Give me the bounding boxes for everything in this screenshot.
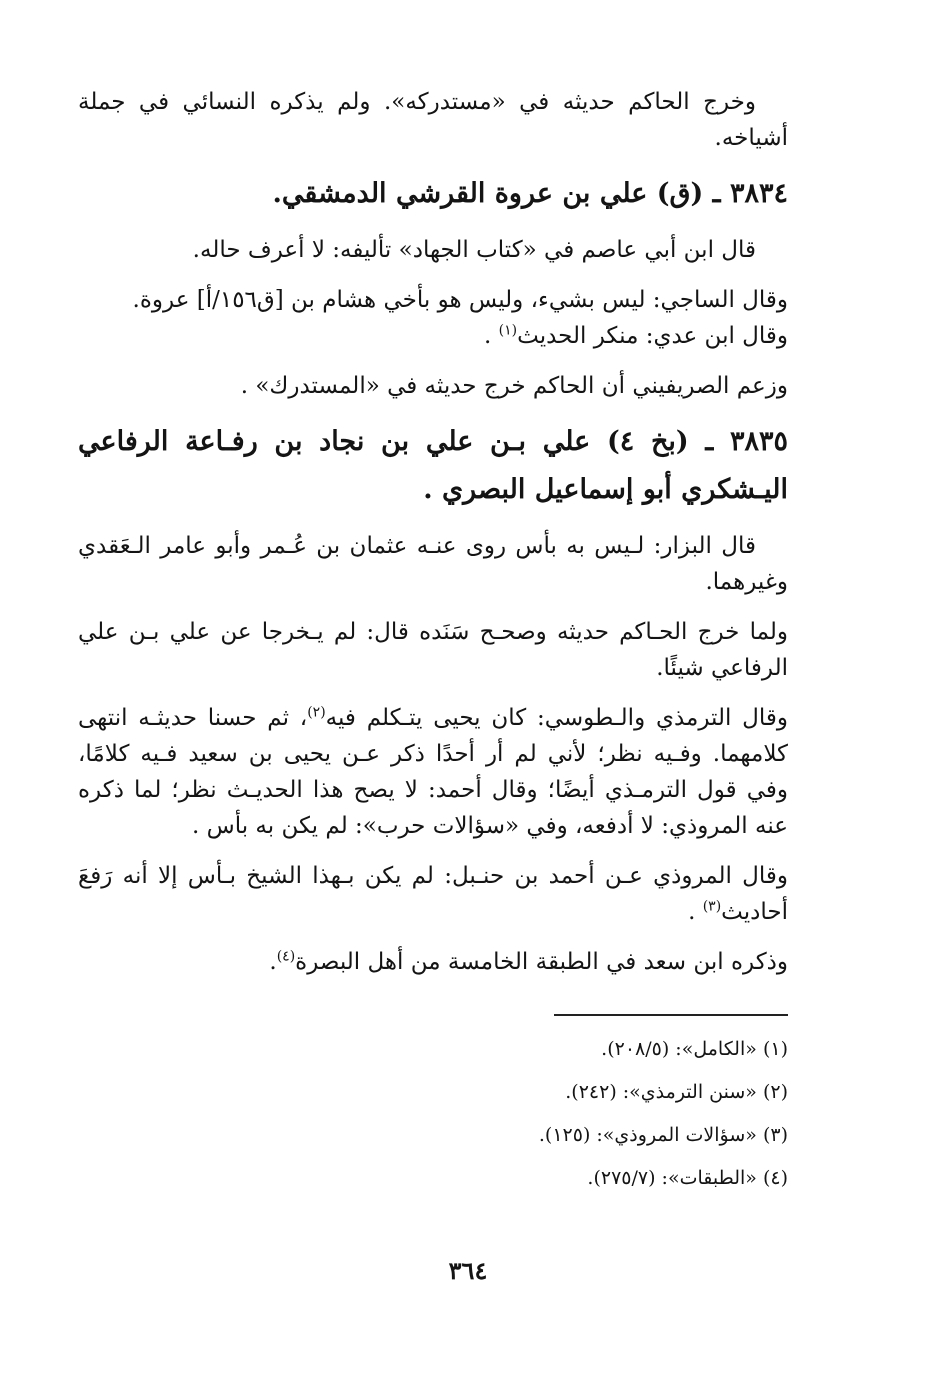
paragraph-hakim-sanad: ولما خرج الحـاكم حديثه وصحـح سَنَده قال: لم يـخرجا عن علي بـن علي الرفاعي شيئًا. [78,619,788,681]
tirmidhi-text-a: وقال الترمذي والـطوسي: كان يحيى يتـكلم فيه [325,705,788,731]
footnote-divider [554,1014,788,1016]
paragraph-ibn-adi [78,318,788,354]
entry-number-3834: ٣٨٣٤ ـ [712,178,788,209]
marwazi-end: . [688,899,703,925]
entry-heading-3834 [78,170,788,218]
footnote-text: «الكامل»: (٢٠٨/٥). [601,1038,757,1060]
ibn-saad-text: وذكره ابن سعد في الطبقة الخامسة من أهل البصرة [295,949,788,975]
footnote-text: «الطبقات»: (٢٧٥/٧). [587,1167,757,1189]
paragraph-sarifini: وزعم الصريفيني أن الحاكم خرج حديثه في «المستدرك» . [240,373,788,399]
footnote-marker: (٢) [762,1081,788,1103]
paragraph-marwazi [78,858,788,930]
page-number: ٣٦٤ [448,1256,488,1285]
tirmidhi-text-b: ، ثم حسنا حديثـه انتهى كلامهما. وفـيه نظر؛ لأني لم أر أحدًا ذكر عـن يحيى بن سعيد فـيه كلامًا، وفي قول الترمـذي أيضًا؛ وقال أحمد: لا يصح هذا الحديـث نظر؛ لما ذكره عنه المروذي: لا أدفعه، وفي «سؤالات حرب»: لم يكن به بأس . [78,705,788,839]
paragraph-tirmidhi [78,700,788,844]
footnote-item [78,1157,788,1200]
entry-number-3835: ٣٨٣٥ ـ [705,426,789,457]
footnote-marker: (٣) [762,1124,788,1146]
ibn-adi-text: وقال ابن عدي: منكر الحديث [517,323,788,349]
paragraph-saji: وقال الساجي: ليس بشيء، وليس هو بأخي هشام بن [ق١٥٦/أ] عروة. [132,287,788,313]
paragraph-bazzar: قال البزار: لـيس به بأس روى عنـه عثمان بن عُـمر وأبو عامر الـعَقدي وغيرهما. [78,533,788,595]
footnote-item [78,1071,788,1114]
footnote-ref-2[interactable]: (٢) [307,704,326,721]
footnote-ref-3[interactable]: (٣) [702,898,722,915]
footnote-text: «سنن الترمذي»: (٢٤٢). [565,1081,757,1103]
ibn-adi-end: . [484,323,499,349]
footnote-ref-1[interactable]: (١) [498,322,518,339]
paragraph-ibn-abi-asim: قال ابن أبي عاصم في «كتاب الجهاد» تأليفه: لا أعرف حاله. [192,237,756,263]
marwazi-text: وقال المروذي عـن أحمد بن حنـبل: لم يكن بـهذا الشيخ بـأس إلا أنه رَفعَ أحاديث [78,863,788,925]
footnote-ref-4[interactable]: (٤) [276,948,296,965]
paragraph-ibn-saad [78,944,788,980]
entry-title-3834: (ق) علي بن عروة القرشي الدمشقي. [272,178,704,209]
footnote-marker: (٤) [762,1167,788,1189]
footnote-item [78,1028,788,1071]
footnote-item [78,1114,788,1157]
page-body [78,84,788,1200]
footnote-text: «سؤالات المروذي»: (١٢٥). [538,1124,757,1146]
footnote-marker: (١) [762,1038,788,1060]
entry-title-3835: (بخ ٤) علي بـن علي بن نجاد بن رفـاعة الرفاعي اليـشكري أبو إسماعيل البصري . [78,426,788,505]
entry-heading-3835 [78,418,788,514]
ibn-saad-end: . [269,949,277,975]
footnotes-list [78,1028,788,1200]
paragraph-hakim-mustadrak: وخرج الحاكم حديثه في «مستدركه». ولم يذكره النسائي في جملة أشياخه. [78,89,788,151]
